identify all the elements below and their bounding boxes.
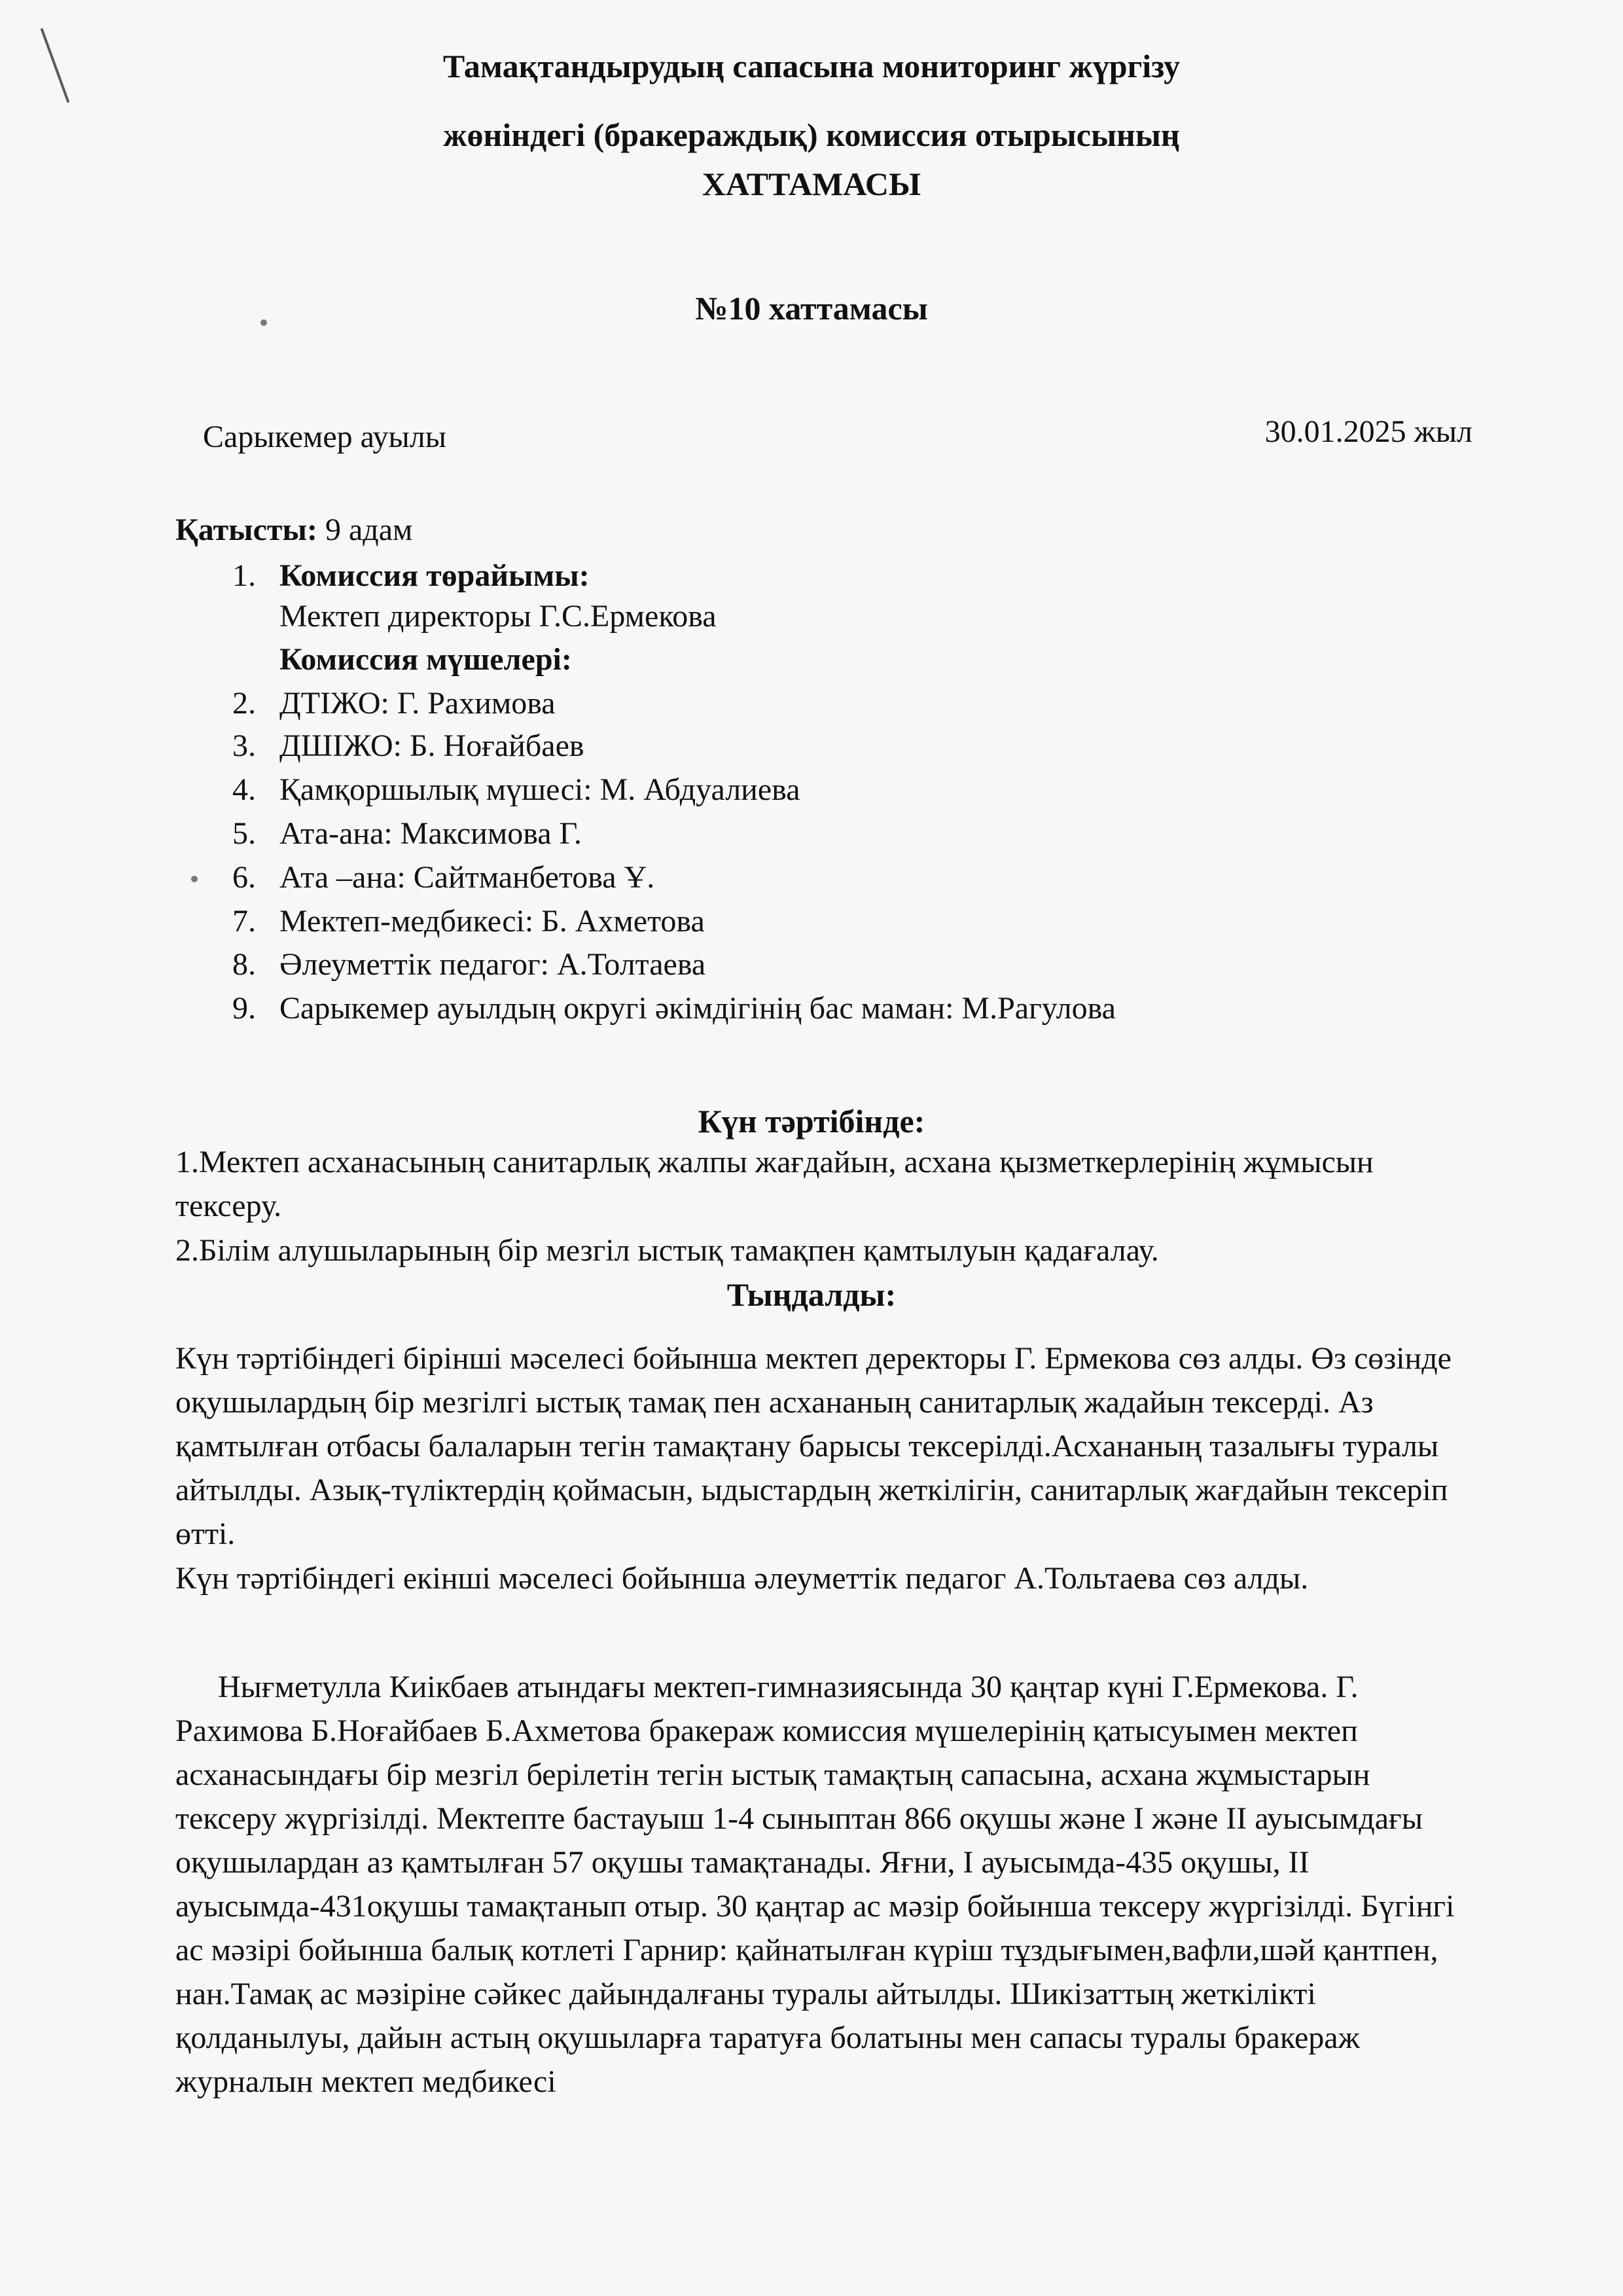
title-line-3: ХАТТАМАСЫ xyxy=(702,166,921,202)
list-number: 8. xyxy=(232,947,256,982)
chair-name: Мектеп директоры Г.С.Ермекова xyxy=(279,599,717,634)
list-item xyxy=(232,770,800,810)
list-item xyxy=(232,945,705,984)
attended-value: 9 адам xyxy=(317,512,413,547)
title-line-1: Тамақтандырудың сапасына мониторинг жүргізу xyxy=(442,48,1181,84)
agenda-item-2: 2.Білім алушыларының бір мезгіл ыстық тамақпен қамтылуын қадағалау. xyxy=(175,1233,1159,1268)
member-text: Мектеп-медбикесі: Б. Ахметова xyxy=(279,904,705,939)
attended-label: Қатысты: xyxy=(175,512,317,547)
attended xyxy=(175,511,412,550)
list-number: 2. xyxy=(232,686,256,721)
scan-dot xyxy=(191,876,198,882)
list-number: 6. xyxy=(232,860,256,895)
paragraph-3: Нығметулла Киікбаев атындағы мектеп-гимназиясында 30 қаңтар күні Г.Ермекова. Г. Рахимова Б.Ноғайбаев Б.Ахметова бракераж комиссия мүшелерінің қатысуымен мектеп асханасындағы бір мезгіл берілетін тегін ыстық тамақтың сапасына, асхана жұмыстарын тексеру жүргізілді. Мектепте бастауыш 1-4 сыныптан 866 оқушы және І және ІІ ауысымдағы оқушылардан аз қамтылған 57 оқушы тамақтанады. Яғни, І ауысымда-435 оқушы, ІІ ауысымда-431оқушы тамақтанып отыр. 30 қаңтар ас мәзір бойынша тексеру жүргізілді. Бүгінгі ас мәзірі бойынша балық котлеті Гарнир: қайнатылған күріш тұздығымен,вафли,шәй қантпен, нан.Тамақ ас мәзіріне сәйкес дайындалғаны туралы айтылды. Шикізаттың жеткілікті қолданылуы, дайын астың оқушыларға таратуға болатыны мен сапасы туралы бракераж журналын мектеп медбикесі xyxy=(175,1670,1455,2099)
paragraph-2: Күн тәртібіндегі екінші мәселесі бойынша әлеуметтік педагог А.Тольтаева сөз алды. xyxy=(175,1561,1309,1596)
list-number: 9. xyxy=(232,991,256,1026)
place: Сарыкемер ауылы xyxy=(203,420,446,454)
list-item xyxy=(232,814,582,853)
list-item xyxy=(232,902,705,941)
list-item xyxy=(232,684,556,723)
date: 30.01.2025 жыл xyxy=(1264,414,1472,449)
member-text: ДТІЖО: Г. Рахимова xyxy=(279,686,556,721)
member-text: Қамқоршылық мүшесі: М. Абдуалиева xyxy=(279,772,800,807)
list-number: 5. xyxy=(232,816,256,851)
list-item xyxy=(232,556,590,596)
list-item xyxy=(232,858,654,897)
protocol-number: №10 хаттамасы xyxy=(695,290,928,327)
list-item xyxy=(232,726,584,766)
member-text: ДШІЖО: Б. Ноғайбаев xyxy=(279,728,584,763)
member-text: Сарыкемер ауылдың округі әкімдігінің бас маман: М.Рагулова xyxy=(279,991,1116,1026)
title-line-2: жөніндегі (бракераждық) комиссия отырысының xyxy=(443,117,1180,153)
list-number: 7. xyxy=(232,904,256,939)
heard-heading: Тыңдалды: xyxy=(726,1276,897,1313)
list-number: 1. xyxy=(232,558,256,593)
member-text: Әлеуметтік педагог: А.Толтаева xyxy=(279,947,706,982)
list-number: 3. xyxy=(232,728,256,763)
chair-label: Комиссия төрайымы: xyxy=(279,558,590,593)
paragraph-1: Күн тәртібіндегі бірінші мәселесі бойынша мектеп деректоры Г. Ермекова сөз алды. Өз сөзінде оқушылардың бір мезгілгі ыстық тамақ пен асхананың санитарлық жадайын тексерді. Аз қамтылған отбасы балаларын тегін тамақтану барысы тексерілді.Асхананың тазалығы туралы айтылды. Азық-түліктердің қоймасын, ыдыстардың жеткілігін, санитарлық жағдайын тексеріп өтті. xyxy=(175,1341,1452,1551)
agenda-item-1: 1.Мектеп асханасының санитарлық жалпы жағдайын, асхана қызметкерлерінің жұмысын тексеру. xyxy=(175,1145,1374,1223)
member-text: Ата-ана: Максимова Г. xyxy=(279,816,582,851)
members-label: Комиссия мүшелері: xyxy=(279,642,572,677)
agenda-heading: Күн тәртібінде: xyxy=(698,1103,925,1139)
member-text: Ата –ана: Сайтманбетова Ұ. xyxy=(279,860,655,895)
list-item xyxy=(232,989,1116,1028)
list-number: 4. xyxy=(232,772,256,807)
